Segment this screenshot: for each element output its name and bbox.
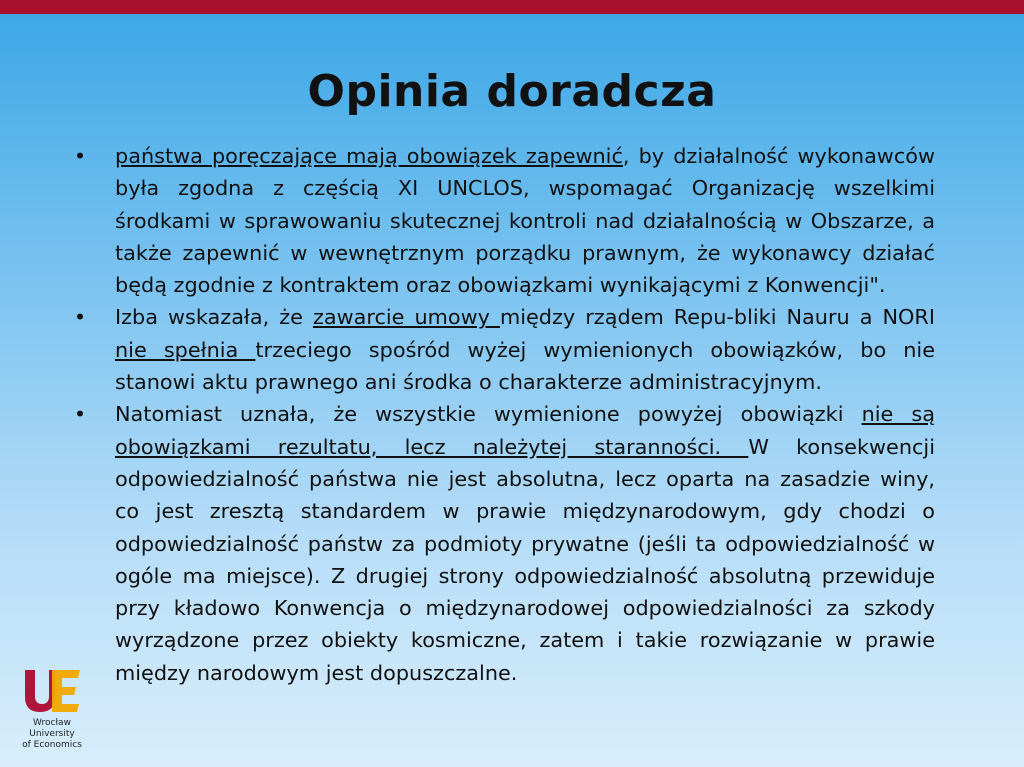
bullet-dot-icon: • <box>73 305 87 330</box>
text-run: , by działalność wykonawców była zgodna z częścią XI UNCLOS, wspomagać Organizację wszelkimi środkami w sprawowaniu skutecznej kontroli nad działalnością w Obszarze, a także zapewnić w wewnętrznym porządku prawnym, że wykonawcy działać będą zgodnie z kontraktem oraz obowiązkami wynikającymi z Konwencji". <box>115 144 935 298</box>
slide-title: Opinia doradcza <box>307 66 717 117</box>
bullet-dot-icon: • <box>73 402 87 427</box>
bullet-text <box>115 144 935 297</box>
ue-logo-icon <box>22 666 82 716</box>
underlined-text: nie są obowiązkami rezultatu, lecz należytej staranności. <box>115 402 935 459</box>
bullet-item <box>70 301 935 398</box>
text-run: trzeciego spośród wyżej wymienionych obowiązków, bo nie stanowi aktu prawnego ani środka o charakterze administracyjnym. <box>115 337 935 395</box>
bullet-text <box>115 402 935 684</box>
text-run: W konsekwencji odpowiedzialność państwa nie jest absolutna, lecz oparta na zasadzie winy, co jest zresztą standardem w prawie międzynarodowym, gdy chodzi o odpowiedzialność państw za podmioty prywatne (jeśli ta odpowiedzialność w ogóle ma miejsce). Z drugiej strony odpowiedzialność absolutną przewiduje przy kładowo Konwencja o międzynarodowej odpowiedzialności za szkody wyrządzone przez obiekty kosmiczne, zatem i takie rozwiązanie w prawie między narodowym jest dopuszczalne. <box>115 434 935 685</box>
underlined-text: nie spełnia <box>115 337 256 362</box>
logo-caption-line: University <box>29 729 75 739</box>
logo-caption-line: of Economics <box>22 740 82 750</box>
bullet-item <box>70 140 935 301</box>
logo-caption-line: Wrocław <box>33 718 71 728</box>
bullet-dot-icon: • <box>73 144 87 168</box>
text-run: Natomiast uznała, że wszystkie wymienione powyżej obowiązki <box>115 402 862 427</box>
text-run: między rządem Repu-bliki Nauru a NORI <box>499 305 935 330</box>
text-run: Izba wskazała, że <box>115 305 313 330</box>
top-accent-bar <box>0 0 1024 14</box>
bullet-item <box>70 398 935 689</box>
underlined-text: państwa poręczające mają obowiązek zapewnić <box>115 144 623 168</box>
underlined-text: zawarcie umowy <box>312 305 500 330</box>
bullet-list <box>70 140 935 689</box>
bullet-text <box>115 305 935 394</box>
logo-caption <box>22 718 82 751</box>
university-logo <box>22 666 92 758</box>
